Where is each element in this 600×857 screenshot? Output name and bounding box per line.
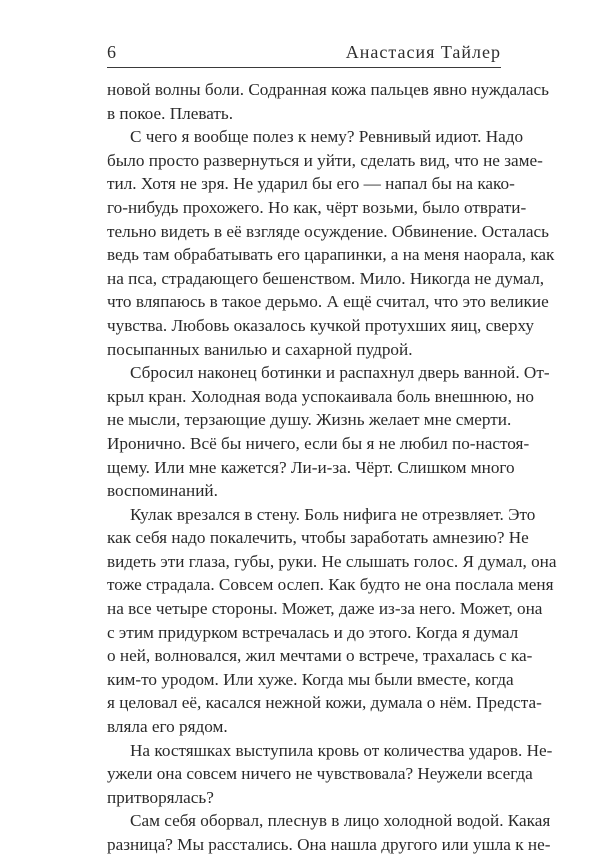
text-line: притворялась?: [107, 787, 214, 807]
text-line: ужели она совсем ничего не чувствовала? Неужели всегда: [107, 764, 533, 784]
text-line: как себя надо покалечить, чтобы заработать амнезию? Не: [107, 528, 529, 548]
text-line: тоже страдала. Совсем ослеп. Как будто не она послала меня: [107, 575, 554, 595]
text-line: не мысли, терзающие душу. Жизнь желает мне смерти.: [107, 410, 512, 430]
paragraph: [107, 361, 550, 503]
text-line: ведь там обрабатывать его царапинки, а на меня наорала, как: [107, 245, 555, 265]
text-line: видеть эти глаза, губы, руки. Не слышать голос. Я думал, она: [107, 551, 557, 571]
text-line: посыпанных ванилью и сахарной пудрой.: [107, 339, 413, 359]
page-number: 6: [107, 42, 116, 62]
body-text: [107, 78, 557, 857]
text-line: Сам себя оборвал, плеснув в лицо холодной водой. Какая: [130, 811, 551, 831]
running-header: [107, 40, 501, 64]
text-line: я целовал её, касался нежной кожи, думала о нём. Предста-: [107, 693, 542, 713]
text-line: тельно видеть в её взгляде осуждение. Обвинение. Осталась: [107, 221, 549, 241]
paragraph: [107, 125, 555, 361]
text-line: вляла его рядом.: [107, 717, 228, 737]
paragraph: [107, 809, 551, 856]
author-name: Анастасия Тайлер: [345, 42, 501, 62]
text-line: Иронично. Всё бы ничего, если бы я не любил по-настоя-: [107, 433, 530, 453]
text-line: что вляпаюсь в такое дерьмо. А ещё считал, что это великие: [107, 292, 549, 312]
paragraph: [107, 503, 557, 739]
paragraph: [107, 739, 553, 810]
text-line: на пса, страдающего бешенством. Мило. Никогда не думал,: [107, 268, 545, 288]
text-line: Сбросил наконец ботинки и распахнул дверь ванной. От-: [130, 363, 550, 383]
text-line: тил. Хотя не зря. Не ударил бы его — напал бы на како-: [107, 174, 515, 194]
text-line: На костяшках выступила кровь от количества ударов. Не-: [130, 740, 553, 760]
text-line: новой волны боли. Содранная кожа пальцев явно нуждалась: [107, 80, 549, 99]
text-line: Кулак врезался в стену. Боль нифига не отрезвляет. Это: [130, 504, 536, 524]
text-line: чувства. Любовь оказалось кучкой протухших яиц, сверху: [107, 315, 534, 335]
text-line: воспоминаний.: [107, 481, 218, 501]
text-line: с этим придурком встречалась и до этого. Когда я думал: [107, 622, 519, 642]
text-line: о ней, волновался, жил мечтами о встрече, трахалась с ка-: [107, 646, 533, 666]
header-divider: [107, 67, 501, 68]
text-line: в покое. Плевать.: [107, 103, 234, 123]
text-line: разница? Мы расстались. Она нашла другого или ушла к не-: [107, 835, 551, 854]
text-line: было просто развернуться и уйти, сделать вид, что не заме-: [107, 150, 543, 170]
text-line: на все четыре стороны. Может, даже из-за него. Может, она: [107, 599, 543, 619]
text-line: крыл кран. Холодная вода успокаивала боль внешнюю, но: [107, 386, 535, 406]
text-line: щему. Или мне кажется? Ли-и-за. Чёрт. Слишком много: [107, 457, 515, 477]
text-line: С чего я вообще полез к нему? Ревнивый идиот. Надо: [130, 127, 524, 147]
text-line: го-нибудь прохожего. Но как, чёрт возьми, было отврати-: [107, 197, 527, 217]
text-line: ким-то уродом. Или хуже. Когда мы были вместе, когда: [107, 669, 514, 689]
paragraph: [107, 78, 549, 125]
